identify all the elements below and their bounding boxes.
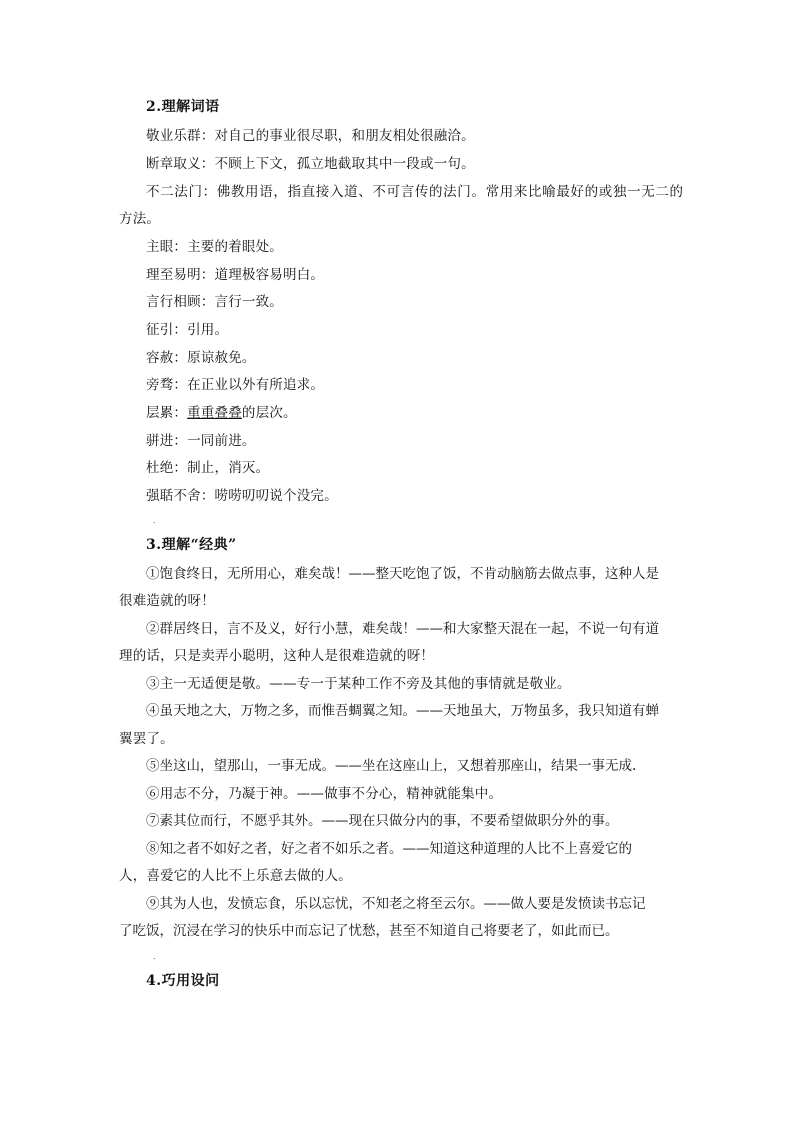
definition-zhuyan: 主眼：主要的着眼处。 <box>146 239 283 255</box>
definition-cenglei-term: 层累： <box>146 405 188 421</box>
definition-cenglei-tail: 的层次。 <box>241 405 297 421</box>
definition-qiangguo-bushe: 强聒不舍：唠唠叨叨说个没完。 <box>146 488 338 504</box>
definition-pangwu: 旁骛：在正业以外有所追求。 <box>146 377 325 393</box>
classic-quote-1-continued: 很难造就的呀！ <box>119 593 215 609</box>
definition-cenglei-underlined: 重重叠叠 <box>187 405 242 421</box>
classic-quote-6: ⑥用志不分，乃凝于神。——做事不分心，精神就能集中。 <box>146 786 503 802</box>
classic-quote-3: ③主一无适便是敬。——专一于某种工作不旁及其他的事情就是敬业。 <box>146 676 571 692</box>
definition-buer-famen: 不二法门：佛教用语，指直接入道、不可言传的法门。常用来比喻最好的或独一无二的 <box>146 184 684 200</box>
classic-quote-9-continued: 了吃饭，沉浸在学习的快乐中而忘记了忧愁，甚至不知道自己将要老了，如此而已。 <box>119 923 619 939</box>
definition-buer-famen-continued: 方法。 <box>119 211 161 227</box>
definition-dujue: 杜绝：制止，消灭。 <box>146 460 270 476</box>
paragraph-mark: . <box>153 516 156 525</box>
classic-quote-9: ⑨其为人也，发愤忘食，乐以忘忧，不知老之将至云尔。——做人要是发愤读书忘记 <box>146 896 646 912</box>
definition-lizhi-yiming: 理至易明：道理极容易明白。 <box>146 267 325 283</box>
document-page <box>119 0 684 1123</box>
definition-rongshe: 容赦：原谅赦免。 <box>146 350 256 366</box>
classic-quote-7: ⑦素其位而行，不愿乎其外。——现在只做分内的事，不要希望做职分外的事。 <box>146 813 619 829</box>
section-4-heading: 4.巧用设问 <box>146 973 220 989</box>
definition-duanzhang-quyi: 断章取义：不顾上下文，孤立地截取其中一段或一句。 <box>146 156 475 172</box>
classic-quote-8-continued: 人，喜爱它的人比不上乐意去做的人。 <box>119 868 352 884</box>
definition-cenglei <box>146 401 297 421</box>
paragraph-mark: . <box>153 952 156 961</box>
classic-quote-2: ②群居终日，言不及义，好行小慧，难矣哉！——和大家整天混在一起，不说一句有道 <box>146 621 659 637</box>
definition-yanxing-xianggu: 言行相顾：言行一致。 <box>146 294 283 310</box>
section-3-heading: 3.理解“经典” <box>146 537 237 553</box>
definition-pianjin: 骈进：一同前进。 <box>146 433 256 449</box>
classic-quote-8: ⑧知之者不如好之者，好之者不如乐之者。——知道这种道理的人比不上喜爱它的 <box>146 841 632 857</box>
classic-quote-1: ①饱食终日，无所用心，难矣哉！——整天吃饱了饭，不肯动脑筋去做点事，这种人是 <box>146 566 659 582</box>
definition-zhengyin: 征引：引用。 <box>146 322 229 338</box>
section-2-heading: 2.理解词语 <box>146 99 220 115</box>
classic-quote-4: ④虽天地之大，万物之多，而惟吾蜩翼之知。——天地虽大，万物虽多，我只知道有蝉 <box>146 703 659 719</box>
classic-quote-5: ⑤坐这山，望那山，一事无成。——坐在这座山上，又想着那座山，结果一事无成. <box>146 758 637 774</box>
classic-quote-2-continued: 理的话，只是卖弄小聪明，这种人是很难造就的呀！ <box>119 648 435 664</box>
classic-quote-4-continued: 翼罢了。 <box>119 731 174 747</box>
definition-jingye-lequn: 敬业乐群：对自己的事业很尽职，和朋友相处很融洽。 <box>146 128 475 144</box>
